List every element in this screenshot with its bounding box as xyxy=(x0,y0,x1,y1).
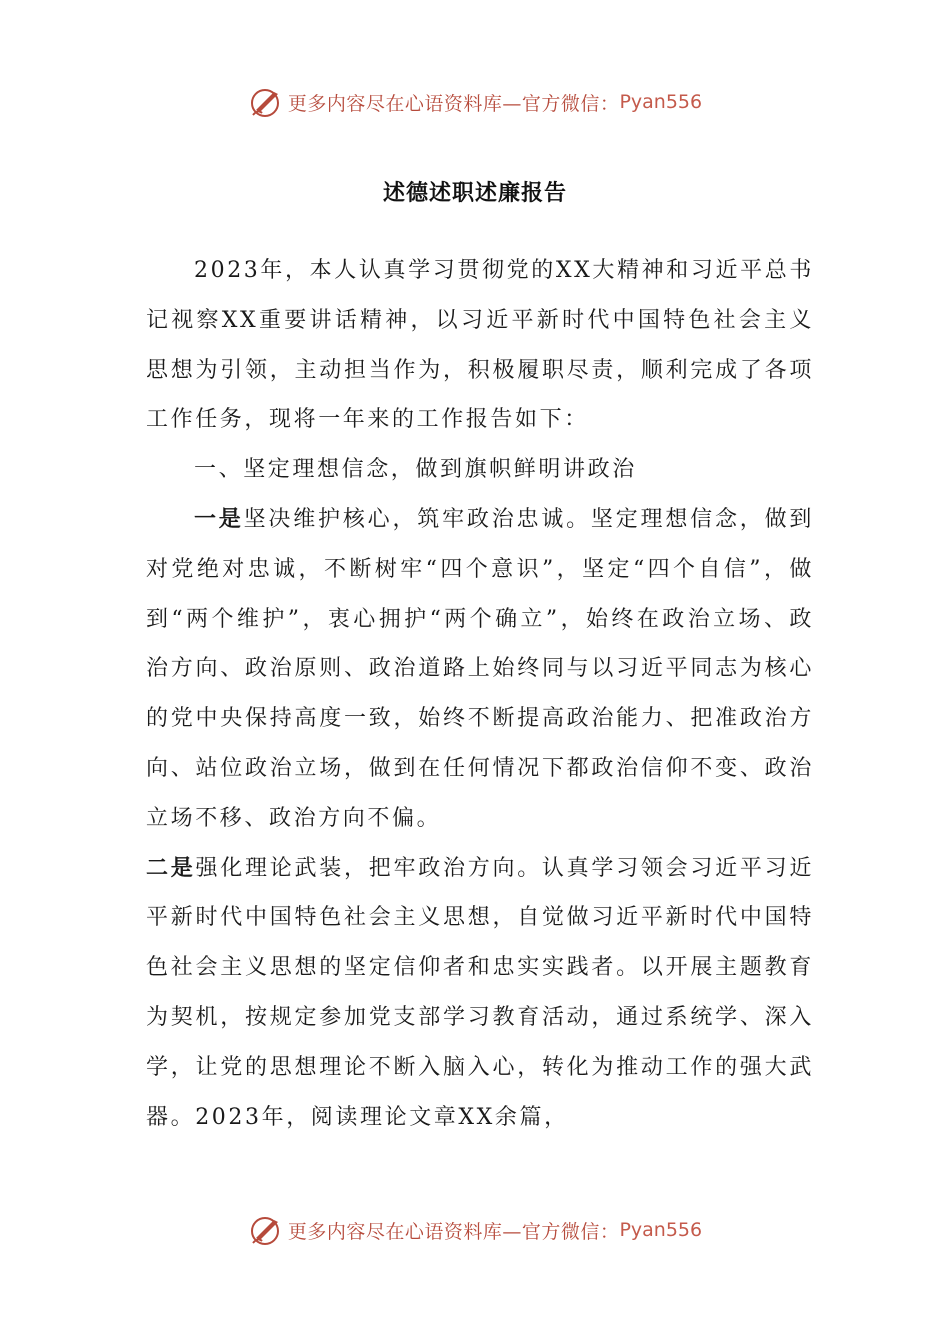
point-two-text: 强化理论武装，把牢政治方向。认真学习领会习近平习近平新时代中国特色社会主义思想，自觉做习近平新时代中国特色社会主义思想的坚定信仰者和忠实实践者。以开展主题教育为契机，按规定参加党支部学习教育活动，通过系统学、深入学，让党的思想理论不断入脑入心，转化为推动工作的强大武器。2023年，阅读理论文章XX余篇， xyxy=(146,855,814,1130)
intro-paragraph: 2023年，本人认真学习贯彻党的XX大精神和习近平总书记视察XX重要讲话精神，以习近平新时代中国特色社会主义思想为引领，主动担当作为，积极履职尽责，顺利完成了各项工作任务，现将一年来的工作报告如下： xyxy=(146,258,814,433)
watermark-wechat-id: Pyan556 xyxy=(619,1219,703,1241)
watermark-text: 更多内容尽在心语资料库— xyxy=(287,1220,522,1243)
point-one-lead: 一是 xyxy=(194,505,244,532)
watermark-wechat-label: 官方微信： xyxy=(521,92,620,115)
document-body xyxy=(146,246,814,1142)
watermark-wechat-id: Pyan556 xyxy=(619,91,703,113)
document-title: 述德述职述廉报告 xyxy=(382,180,567,206)
footer-watermark xyxy=(0,1210,950,1250)
section-heading: 一、坚定理想信念，做到旗帜鲜明讲政治 xyxy=(194,457,637,483)
header-watermark xyxy=(0,82,950,122)
pen-logo-icon xyxy=(248,1212,284,1248)
point-two-lead: 二是 xyxy=(146,854,196,881)
pen-logo-icon xyxy=(248,84,284,120)
point-one-paragraph xyxy=(146,495,814,844)
point-one-text: 坚决维护核心，筑牢政治忠诚。坚定理想信念，做到对党绝对忠诚，不断树牢“四个意识”，坚定“四个自信”，做到“两个维护”，衷心拥护“两个确立”，始终在政治立场、政治方向、政治原则、政治道路上始终同与以习近平同志为核心的党中央保持高度一致，始终不断提高政治能力、把准政治方向、站位政治立场，做到在任何情况下都政治信仰不变、政治立场不移、政治方向不偏。 xyxy=(146,506,814,831)
watermark-text: 更多内容尽在心语资料库— xyxy=(287,92,522,115)
watermark-wechat-label: 官方微信： xyxy=(521,1220,620,1243)
point-two-paragraph xyxy=(146,844,814,1143)
